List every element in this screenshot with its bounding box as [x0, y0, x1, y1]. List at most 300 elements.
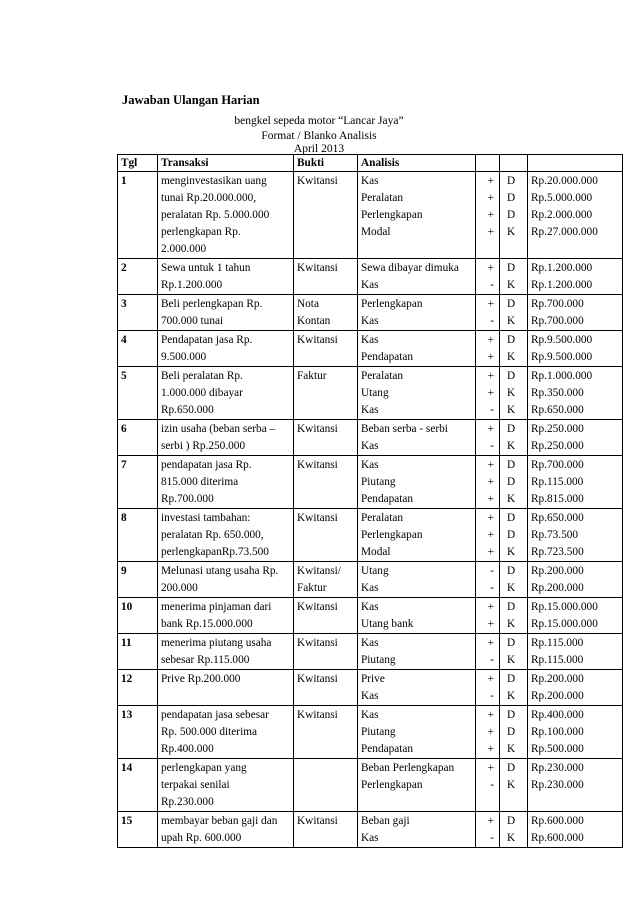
cell-analisis-line: Peralatan [361, 370, 404, 382]
cell-dk-line: D [507, 370, 516, 382]
cell-transaksi-line: Pendapatan jasa Rp. [161, 334, 253, 346]
col-header-sign [476, 155, 500, 172]
cell-bukti [294, 812, 358, 848]
cell-analisis-line: Pendapatan [361, 351, 414, 363]
cell-transaksi-line: perlengkapanRp.73.500 [161, 546, 269, 558]
cell-transaksi [158, 367, 294, 420]
cell-sign-line: + [487, 192, 494, 204]
cell-sign-line: + [487, 601, 494, 613]
cell-analisis-line: Perlengkapan [361, 529, 423, 541]
cell-sign [476, 420, 500, 456]
cell-dk-line: K [507, 618, 516, 630]
cell-amount-line: Rp.723.500 [531, 546, 584, 558]
cell-bukti-line: Kwitansi [297, 512, 338, 524]
cell-sign-line: - [490, 565, 494, 577]
col-header-amount [528, 155, 623, 172]
cell-sign-line: + [487, 351, 494, 363]
cell-analisis-line: Kas [361, 637, 379, 649]
col-header-bukti: Bukti [294, 155, 358, 172]
cell-sign-line: - [490, 779, 494, 791]
cell-analisis-line: Pendapatan [361, 743, 414, 755]
cell-analisis [358, 509, 476, 562]
cell-amount [528, 670, 623, 706]
cell-amount-line: Rp.700.000 [531, 315, 584, 327]
cell-amount [528, 172, 623, 259]
cell-sign [476, 509, 500, 562]
table-row [118, 670, 623, 706]
cell-transaksi [158, 331, 294, 367]
cell-analisis [358, 706, 476, 759]
cell-sign-line: + [487, 209, 494, 221]
cell-transaksi-line: terpakai senilai [161, 779, 230, 791]
cell-amount-line: Rp.2.000.000 [531, 209, 593, 221]
cell-transaksi-line: sebesar Rp.115.000 [161, 654, 250, 666]
cell-transaksi-line: Rp. 500.000 diterima [161, 726, 258, 738]
table-row [118, 259, 623, 295]
cell-analisis-line: Perlengkapan [361, 209, 423, 221]
cell-tgl: 8 [118, 509, 158, 562]
cell-amount-line: Rp.500.000 [531, 743, 584, 755]
cell-transaksi [158, 420, 294, 456]
cell-bukti-line: Kwitansi/ [297, 565, 341, 577]
cell-amount-line: Rp.815.000 [531, 493, 584, 505]
cell-dk-line: K [507, 654, 516, 666]
cell-transaksi-line: tunai Rp.20.000.000, [161, 192, 257, 204]
cell-bukti [294, 670, 358, 706]
cell-analisis [358, 598, 476, 634]
cell-sign [476, 172, 500, 259]
cell-bukti [294, 172, 358, 259]
cell-transaksi-line: serbi ) Rp.250.000 [161, 440, 246, 452]
cell-dk-line: K [507, 546, 516, 558]
cell-analisis-line: Beban serba - serbi [361, 423, 448, 435]
cell-dk [500, 670, 528, 706]
cell-amount-line: Rp.115.000 [531, 476, 584, 488]
cell-amount-line: Rp.700.000 [531, 298, 584, 310]
cell-dk [500, 420, 528, 456]
cell-bukti-line: Kontan [297, 315, 331, 327]
table-row [118, 634, 623, 670]
cell-amount-line: Rp.230.000 [531, 779, 584, 791]
cell-sign-line: + [487, 709, 494, 721]
cell-bukti-line: Kwitansi [297, 673, 338, 685]
cell-amount-line: Rp.250.000 [531, 423, 584, 435]
cell-dk [500, 295, 528, 331]
cell-transaksi-line: Rp.1.200.000 [161, 279, 223, 291]
cell-transaksi [158, 634, 294, 670]
cell-tgl: 7 [118, 456, 158, 509]
cell-transaksi-line: 1.000.000 dibayar [161, 387, 243, 399]
cell-dk-line: D [507, 192, 516, 204]
cell-amount [528, 456, 623, 509]
cell-amount-line: Rp.200.000 [531, 582, 584, 594]
cell-transaksi-line: menginvestasikan uang [161, 175, 267, 187]
cell-sign-line: - [490, 404, 494, 416]
format-title: Format / Blanko Analisis [261, 130, 377, 142]
cell-sign-line: + [487, 459, 494, 471]
cell-transaksi-line: Rp.230.000 [161, 796, 214, 808]
cell-bukti [294, 598, 358, 634]
document-heading: Jawaban Ulangan Harian [122, 93, 260, 107]
cell-bukti-line: Kwitansi [297, 262, 338, 274]
cell-analisis-line: Piutang [361, 476, 396, 488]
cell-bukti [294, 509, 358, 562]
period-label: April 2013 [293, 143, 345, 155]
cell-analisis [358, 295, 476, 331]
cell-amount [528, 706, 623, 759]
cell-amount [528, 331, 623, 367]
cell-transaksi-line: menerima piutang usaha [161, 637, 272, 649]
cell-sign-line: - [490, 654, 494, 666]
cell-amount-line: Rp.115.000 [531, 637, 584, 649]
cell-sign [476, 598, 500, 634]
cell-dk [500, 759, 528, 812]
cell-analisis-line: Piutang [361, 726, 396, 738]
cell-amount-line: Rp.15.000.000 [531, 601, 598, 613]
cell-sign-line: + [487, 529, 494, 541]
cell-amount-line: Rp.400.000 [531, 709, 584, 721]
cell-transaksi-line: Melunasi utang usaha Rp. [161, 565, 279, 577]
cell-bukti [294, 259, 358, 295]
cell-transaksi [158, 670, 294, 706]
cell-sign [476, 367, 500, 420]
cell-amount-line: Rp.1.200.000 [531, 279, 593, 291]
cell-transaksi-line: Rp.650.000 [161, 404, 214, 416]
cell-sign-line: + [487, 298, 494, 310]
cell-amount [528, 634, 623, 670]
cell-analisis [358, 367, 476, 420]
cell-transaksi-line: izin usaha (beban serba – [161, 423, 276, 435]
cell-amount-line: Rp.600.000 [531, 815, 584, 827]
table-row [118, 456, 623, 509]
cell-analisis-line: Kas [361, 334, 379, 346]
cell-amount-line: Rp.100.000 [531, 726, 584, 738]
cell-sign [476, 634, 500, 670]
cell-dk-line: D [507, 459, 516, 471]
cell-transaksi [158, 759, 294, 812]
cell-dk [500, 598, 528, 634]
cell-tgl: 13 [118, 706, 158, 759]
cell-transaksi-line: Rp.700.000 [161, 493, 214, 505]
cell-transaksi [158, 706, 294, 759]
cell-analisis-line: Kas [361, 582, 379, 594]
cell-transaksi-line: Prive Rp.200.000 [161, 673, 241, 685]
cell-dk-line: D [507, 601, 516, 613]
cell-dk-line: D [507, 262, 516, 274]
cell-bukti-line: Kwitansi [297, 423, 338, 435]
cell-dk-line: K [507, 582, 516, 594]
cell-transaksi [158, 509, 294, 562]
cell-analisis-line: Perlengkapan [361, 298, 423, 310]
cell-amount-line: Rp.9.500.000 [531, 334, 593, 346]
cell-analisis-line: Kas [361, 690, 379, 702]
cell-bukti [294, 420, 358, 456]
cell-dk-line: K [507, 351, 516, 363]
cell-bukti [294, 295, 358, 331]
col-header-dk [500, 155, 528, 172]
cell-dk-line: D [507, 334, 516, 346]
cell-dk-line: D [507, 423, 516, 435]
cell-transaksi-line: 700.000 tunai [161, 315, 224, 327]
cell-bukti [294, 634, 358, 670]
cell-transaksi-line: 200.000 [161, 582, 198, 594]
cell-amount [528, 562, 623, 598]
cell-sign [476, 706, 500, 759]
cell-analisis [358, 670, 476, 706]
table-row [118, 367, 623, 420]
cell-dk-line: D [507, 762, 516, 774]
cell-sign-line: + [487, 762, 494, 774]
cell-transaksi-line: Beli peralatan Rp. [161, 370, 243, 382]
cell-tgl: 14 [118, 759, 158, 812]
cell-analisis [358, 562, 476, 598]
cell-analisis [358, 634, 476, 670]
cell-amount-line: Rp.1.000.000 [531, 370, 593, 382]
cell-transaksi-line: perlengkapan yang [161, 762, 247, 774]
cell-dk-line: D [507, 512, 516, 524]
cell-transaksi [158, 812, 294, 848]
cell-transaksi [158, 456, 294, 509]
cell-dk-line: K [507, 315, 516, 327]
table-row [118, 509, 623, 562]
cell-tgl: 12 [118, 670, 158, 706]
cell-amount-line: Rp.20.000.000 [531, 175, 598, 187]
cell-tgl: 5 [118, 367, 158, 420]
cell-analisis-line: Pendapatan [361, 493, 414, 505]
cell-dk-line: K [507, 279, 516, 291]
cell-dk-line: D [507, 476, 516, 488]
cell-dk-line: K [507, 690, 516, 702]
cell-sign-line: + [487, 618, 494, 630]
table-row [118, 420, 623, 456]
cell-dk [500, 456, 528, 509]
cell-dk-line: K [507, 779, 516, 791]
cell-bukti-line: Kwitansi [297, 175, 338, 187]
cell-tgl: 3 [118, 295, 158, 331]
cell-transaksi-line: investasi tambahan: [161, 512, 251, 524]
cell-tgl: 4 [118, 331, 158, 367]
business-name: bengkel sepeda motor “Lancar Jaya” [234, 115, 404, 127]
cell-amount-line: Rp.1.200.000 [531, 262, 593, 274]
cell-sign [476, 456, 500, 509]
cell-analisis-line: Utang [361, 387, 389, 399]
cell-bukti [294, 456, 358, 509]
cell-analisis-line: Kas [361, 459, 379, 471]
cell-dk-line: K [507, 493, 516, 505]
cell-analisis-line: Kas [361, 601, 379, 613]
cell-amount-line: Rp.115.000 [531, 654, 584, 666]
cell-dk [500, 367, 528, 420]
cell-transaksi-line: Rp.400.000 [161, 743, 214, 755]
cell-sign-line: + [487, 726, 494, 738]
cell-bukti [294, 562, 358, 598]
cell-sign-line: + [487, 637, 494, 649]
col-header-transaksi: Transaksi [158, 155, 294, 172]
cell-sign-line: + [487, 743, 494, 755]
cell-analisis-line: Modal [361, 226, 391, 238]
cell-sign-line: + [487, 334, 494, 346]
cell-dk-line: K [507, 440, 516, 452]
cell-dk [500, 172, 528, 259]
cell-amount-line: Rp.600.000 [531, 832, 584, 844]
cell-dk-line: D [507, 565, 516, 577]
cell-analisis-line: Peralatan [361, 192, 404, 204]
analysis-table [117, 154, 623, 848]
cell-sign-line: + [487, 476, 494, 488]
cell-sign-line: + [487, 815, 494, 827]
cell-transaksi-line: peralatan Rp. 650.000, [161, 529, 264, 541]
cell-sign [476, 812, 500, 848]
cell-transaksi-line: 2.000.000 [161, 243, 207, 255]
cell-amount [528, 598, 623, 634]
cell-dk [500, 259, 528, 295]
cell-dk-line: K [507, 387, 516, 399]
cell-sign-line: + [487, 262, 494, 274]
cell-analisis [358, 331, 476, 367]
cell-sign [476, 331, 500, 367]
cell-transaksi [158, 598, 294, 634]
cell-transaksi-line: pendapatan jasa Rp. [161, 459, 252, 471]
cell-amount-line: Rp.200.000 [531, 690, 584, 702]
cell-analisis-line: Perlengkapan [361, 779, 423, 791]
cell-transaksi [158, 259, 294, 295]
cell-tgl: 15 [118, 812, 158, 848]
cell-amount-line: Rp.5.000.000 [531, 192, 593, 204]
cell-bukti-line: Nota [297, 298, 319, 310]
cell-transaksi-line: upah Rp. 600.000 [161, 832, 242, 844]
cell-bukti-line: Kwitansi [297, 459, 338, 471]
cell-analisis-line: Sewa dibayar dimuka [361, 262, 459, 274]
cell-analisis-line: Kas [361, 315, 379, 327]
cell-analisis-line: Kas [361, 832, 379, 844]
cell-sign [476, 259, 500, 295]
cell-amount [528, 259, 623, 295]
cell-bukti [294, 759, 358, 812]
cell-dk [500, 634, 528, 670]
cell-dk-line: K [507, 832, 516, 844]
cell-analisis [358, 812, 476, 848]
cell-analisis [358, 759, 476, 812]
cell-bukti-line: Kwitansi [297, 334, 338, 346]
cell-amount [528, 295, 623, 331]
cell-sign-line: + [487, 423, 494, 435]
cell-tgl: 10 [118, 598, 158, 634]
cell-sign-line: + [487, 493, 494, 505]
cell-transaksi-line: bank Rp.15.000.000 [161, 618, 253, 630]
cell-dk-line: D [507, 637, 516, 649]
cell-analisis [358, 420, 476, 456]
cell-bukti-line: Kwitansi [297, 601, 338, 613]
cell-tgl: 2 [118, 259, 158, 295]
cell-amount [528, 420, 623, 456]
cell-transaksi-line: perlengkapan Rp. [161, 226, 241, 238]
cell-sign-line: - [490, 315, 494, 327]
cell-analisis-line: Beban gaji [361, 815, 410, 827]
cell-analisis-line: Kas [361, 404, 379, 416]
table-body [118, 172, 623, 848]
cell-analisis-line: Kas [361, 279, 379, 291]
cell-sign-line: - [490, 690, 494, 702]
cell-sign [476, 295, 500, 331]
cell-analisis-line: Modal [361, 546, 391, 558]
cell-bukti [294, 331, 358, 367]
cell-amount-line: Rp.650.000 [531, 512, 584, 524]
col-header-analisis: Analisis [358, 155, 476, 172]
cell-bukti-line: Kwitansi [297, 709, 338, 721]
cell-amount-line: Rp.15.000.000 [531, 618, 598, 630]
cell-analisis [358, 259, 476, 295]
cell-analisis-line: Kas [361, 709, 379, 721]
cell-analisis-line: Beban Perlengkapan [361, 762, 455, 774]
cell-analisis-line: Kas [361, 175, 379, 187]
cell-transaksi [158, 172, 294, 259]
cell-transaksi [158, 562, 294, 598]
cell-bukti-line: Kwitansi [297, 815, 338, 827]
cell-dk-line: K [507, 743, 516, 755]
cell-bukti [294, 367, 358, 420]
table-row [118, 331, 623, 367]
cell-dk-line: D [507, 175, 516, 187]
cell-analisis-line: Piutang [361, 654, 396, 666]
cell-amount [528, 509, 623, 562]
cell-dk-line: D [507, 529, 516, 541]
cell-sign-line: - [490, 832, 494, 844]
cell-transaksi-line: menerima pinjaman dari [161, 601, 272, 613]
table-header-row [118, 155, 623, 172]
cell-analisis-line: Prive [361, 673, 385, 685]
cell-amount-line: Rp.650.000 [531, 404, 584, 416]
table-row [118, 562, 623, 598]
cell-amount-line: Rp.700.000 [531, 459, 584, 471]
cell-bukti-line: Kwitansi [297, 637, 338, 649]
cell-dk-line: D [507, 709, 516, 721]
col-header-tgl: Tgl [118, 155, 158, 172]
cell-analisis-line: Utang bank [361, 618, 414, 630]
cell-dk-line: D [507, 209, 516, 221]
cell-tgl: 6 [118, 420, 158, 456]
cell-dk-line: K [507, 226, 516, 238]
cell-amount-line: Rp.350.000 [531, 387, 584, 399]
cell-tgl: 1 [118, 172, 158, 259]
cell-sign-line: - [490, 440, 494, 452]
cell-amount [528, 367, 623, 420]
cell-dk [500, 509, 528, 562]
cell-dk [500, 812, 528, 848]
cell-amount-line: Rp.73.500 [531, 529, 579, 541]
cell-transaksi-line: Sewa untuk 1 tahun [161, 262, 251, 274]
cell-dk-line: D [507, 726, 516, 738]
cell-transaksi [158, 295, 294, 331]
cell-transaksi-line: peralatan Rp. 5.000.000 [161, 209, 270, 221]
cell-sign-line: - [490, 279, 494, 291]
cell-analisis-line: Peralatan [361, 512, 404, 524]
cell-sign-line: + [487, 370, 494, 382]
cell-dk-line: D [507, 815, 516, 827]
table-row [118, 295, 623, 331]
cell-dk [500, 331, 528, 367]
cell-amount-line: Rp.27.000.000 [531, 226, 598, 238]
cell-amount-line: Rp.9.500.000 [531, 351, 593, 363]
table-row [118, 706, 623, 759]
cell-analisis [358, 456, 476, 509]
cell-dk-line: K [507, 404, 516, 416]
cell-bukti [294, 706, 358, 759]
cell-transaksi-line: 9.500.000 [161, 351, 207, 363]
table-row [118, 812, 623, 848]
cell-dk [500, 706, 528, 759]
cell-amount-line: Rp.230.000 [531, 762, 584, 774]
cell-sign-line: + [487, 387, 494, 399]
